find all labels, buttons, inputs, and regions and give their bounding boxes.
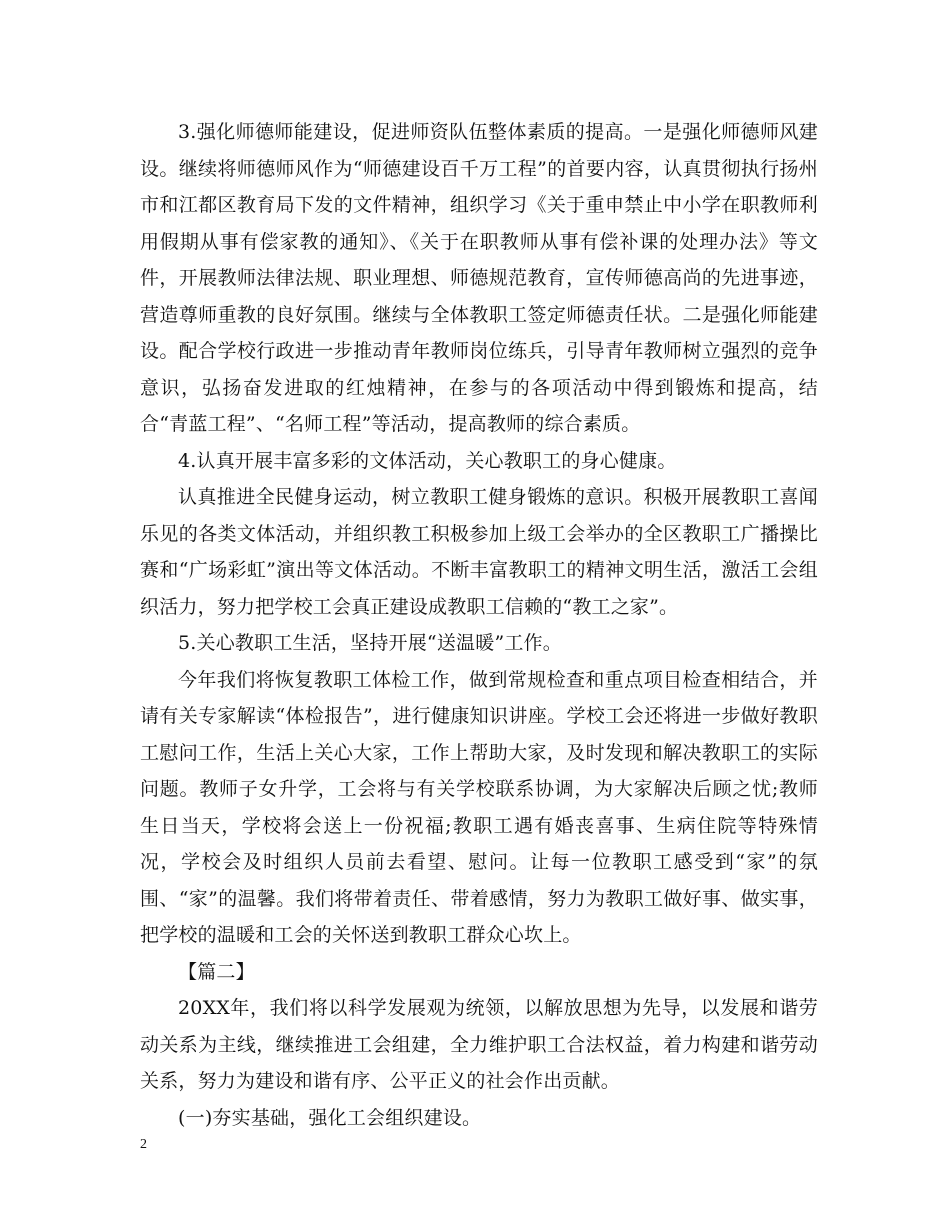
page-number: 2 [140, 1137, 147, 1152]
part-two-heading: 【篇二】 [178, 960, 255, 983]
paragraph-section-5-body: 今年我们将恢复教职工体检工作，做到常规检查和重点项目检查相结合，并请有关专家解读“体检报告”，进行健康知识讲座。学校工会还将进一步做好教职工慰问工作，生活上关心大家，工作上帮助大家，及时发现和解决教职工的实际问题。教师子女升学，工会将与有关学校联系协调，为大家解决后顾之忧;教师生日当天，学校将会送上一份祝福;教职工遇有婚丧喜事、生病住院等特殊情况，学校会及时组织人员前去看望、慰问。让每一位教职工感受到“家”的氛围、“家”的温馨。我们将带着责任、带着感情，努力为教职工做好事、做实事，把学校的温暖和工会的关怀送到教职工群众心坎上。 [140, 668, 818, 946]
paragraph-subsection-1-heading: (一)夯实基础，强化工会组织建设。 [178, 1106, 482, 1129]
document-body [140, 114, 818, 1136]
paragraph-section-3: 3.强化师德师能建设，促进师资队伍整体素质的提高。一是强化师德师风建设。继续将师德师风作为“师德建设百千万工程”的首要内容，认真贯彻执行扬州市和江都区教育局下发的文件精神，组织学习《关于重申禁止中小学在职教师利用假期从事有偿家教的通知》、《关于在职教师从事有偿补课的处理办法》等文件，开展教师法律法规、职业理想、师德规范教育，宣传师德高尚的先进事迹，营造尊师重教的良好氛围。继续与全体教职工签定师德责任状。二是强化师能建设。配合学校行政进一步推动青年教师岗位练兵，引导青年教师树立强烈的竞争意识，弘扬奋发进取的红烛精神，在参与的各项活动中得到锻炼和提高，结合“青蓝工程”、“名师工程”等活动，提高教师的综合素质。 [140, 121, 818, 435]
paragraph-section-5-heading: 5.关心教职工生活，坚持开展“送温暖”工作。 [178, 632, 562, 654]
paragraph-section-4-heading: 4.认真开展丰富多彩的文体活动，关心教职工的身心健康。 [178, 449, 677, 472]
paragraph-part-two-intro: 20XX年，我们将以科学发展观为统领，以解放思想为先导，以发展和谐劳动关系为主线，继续推进工会组建，全力维护职工合法权益，着力构建和谐劳动关系，努力为建设和谐有序、公平正义的社会作出贡献。 [140, 997, 818, 1092]
paragraph-section-4-body: 认真推进全民健身运动，树立教职工健身锻炼的意识。积极开展教职工喜闻乐见的各类文体活动，并组织教工积极参加上级工会举办的全区教职工广播操比赛和“广场彩虹”演出等文体活动。不断丰富教职工的精神文明生活，激活工会组织活力，努力把学校工会真正建设成教职工信赖的“教工之家”。 [140, 486, 818, 618]
